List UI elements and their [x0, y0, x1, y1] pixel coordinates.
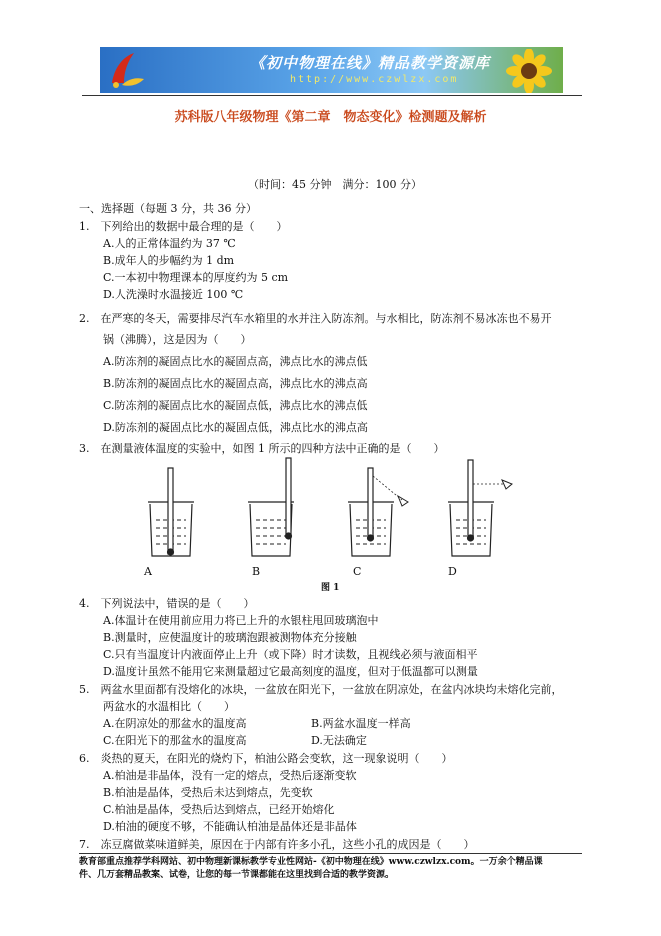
question-3: 3. 在测量液体温度的实验中，如图 1 所示的四种方法中正确的是（ ） [79, 442, 445, 455]
q6-option-b: B.柏油是晶体，受热后未达到熔点，先变软 [103, 786, 313, 799]
banner-url[interactable]: http://www.czwlzx.com [290, 74, 459, 85]
q5-option-b: B.两盆水温度一样高 [311, 717, 411, 730]
beaker-a [148, 468, 194, 556]
q6-option-a: A.柏油是非晶体，没有一定的熔点，受热后逐渐变软 [103, 769, 357, 782]
q5-option-a: A.在阴凉处的那盆水的温度高 [103, 717, 247, 730]
q1-option-a: A.人的正常体温约为 37 ℃ [103, 237, 236, 250]
figure-label-a: A [144, 565, 152, 578]
beaker-d [448, 460, 512, 556]
page-title: 苏科版八年级物理《第二章 物态变化》检测题及解析 [174, 110, 487, 125]
q2-option-b: B.防冻剂的凝固点比水的凝固点高，沸点比水的沸点高 [103, 377, 368, 390]
exam-info: （时间：45 分钟 满分：100 分） [248, 178, 422, 191]
section-heading: 一、选择题（每题 3 分，共 36 分） [79, 202, 257, 215]
footer-line-2: 件、几万套精品教案、试卷，让您的每一节课都能在这里找到合适的教学资源。 [79, 870, 395, 880]
q5-option-d: D.无法确定 [311, 734, 367, 747]
figure-label-b: B [252, 565, 261, 578]
figure-caption: 图 1 [321, 583, 340, 593]
figure-1-thermometer-methods [140, 456, 520, 564]
q1-option-b: B.成年人的步幅约为 1 dm [103, 254, 235, 267]
q1-option-d: D.人洗澡时水温接近 100 ℃ [103, 288, 244, 301]
figure-label-d: D [448, 565, 457, 578]
q2-option-d: D.防冻剂的凝固点比水的凝固点低，沸点比水的沸点高 [103, 421, 368, 434]
header-divider [82, 95, 582, 96]
question-5-cont: 两盆水的水温相比（ ） [103, 700, 235, 713]
q6-option-d: D.柏油的硬度不够，不能确认柏油是晶体还是非晶体 [103, 820, 357, 833]
question-1: 1. 下列给出的数据中最合理的是（ ） [79, 220, 288, 233]
figure-label-c: C [353, 565, 362, 578]
q4-option-c: C.只有当温度计内液面停止上升（或下降）时才读数，且视线必须与液面相平 [103, 648, 478, 661]
q4-option-b: B.测量时，应使温度计的玻璃泡跟被测物体充分接触 [103, 631, 357, 644]
q5-option-c: C.在阳光下的那盆水的温度高 [103, 734, 247, 747]
footer-line-1: 教育部重点推荐学科网站、初中物理新课标教学专业性网站-《初中物理在线》www.czwlzx.com。一万余个精品课 [79, 857, 543, 867]
question-4: 4. 下列说法中，错误的是（ ） [79, 597, 255, 610]
q6-option-c: C.柏油是晶体，受热后达到熔点，已经开始熔化 [103, 803, 335, 816]
beaker-c [348, 468, 408, 556]
header-banner [100, 47, 563, 93]
question-2-cont: 锅（沸腾），这是因为（ ） [103, 333, 252, 346]
site-logo-icon [104, 49, 148, 91]
q2-option-c: C.防冻剂的凝固点比水的凝固点低，沸点比水的沸点低 [103, 399, 368, 412]
q4-option-a: A.体温计在使用前应用力将已上升的水银柱甩回玻璃泡中 [103, 614, 379, 627]
beaker-b [248, 458, 294, 556]
question-7: 7. 冻豆腐做菜味道鲜美，原因在于内部有许多小孔，这些小孔的成因是（ ） [79, 838, 475, 851]
question-5: 5. 两盆水里面都有没熔化的冰块，一盆放在阳光下，一盆放在阴凉处，在盆内冰块均未熔化完前， [79, 683, 563, 696]
question-6: 6. 炎热的夏天，在阳光的烧灼下，柏油公路会变软，这一现象说明（ ） [79, 752, 453, 765]
q1-option-c: C.一本初中物理课本的厚度约为 5 cm [103, 271, 289, 284]
sunflower-icon [499, 49, 559, 93]
question-2: 2. 在严寒的冬天，需要排尽汽车水箱里的水并注入防冻剂。与水相比，防冻剂不易冰冻也不易开 [79, 312, 552, 325]
q4-option-d: D.温度计虽然不能用它来测量超过它最高刻度的温度，但对于低温都可以测量 [103, 665, 478, 678]
q2-option-a: A.防冻剂的凝固点比水的凝固点高，沸点比水的沸点低 [103, 355, 368, 368]
footer-divider [79, 853, 582, 854]
banner-title: 《初中物理在线》精品教学资源库 [250, 54, 491, 72]
